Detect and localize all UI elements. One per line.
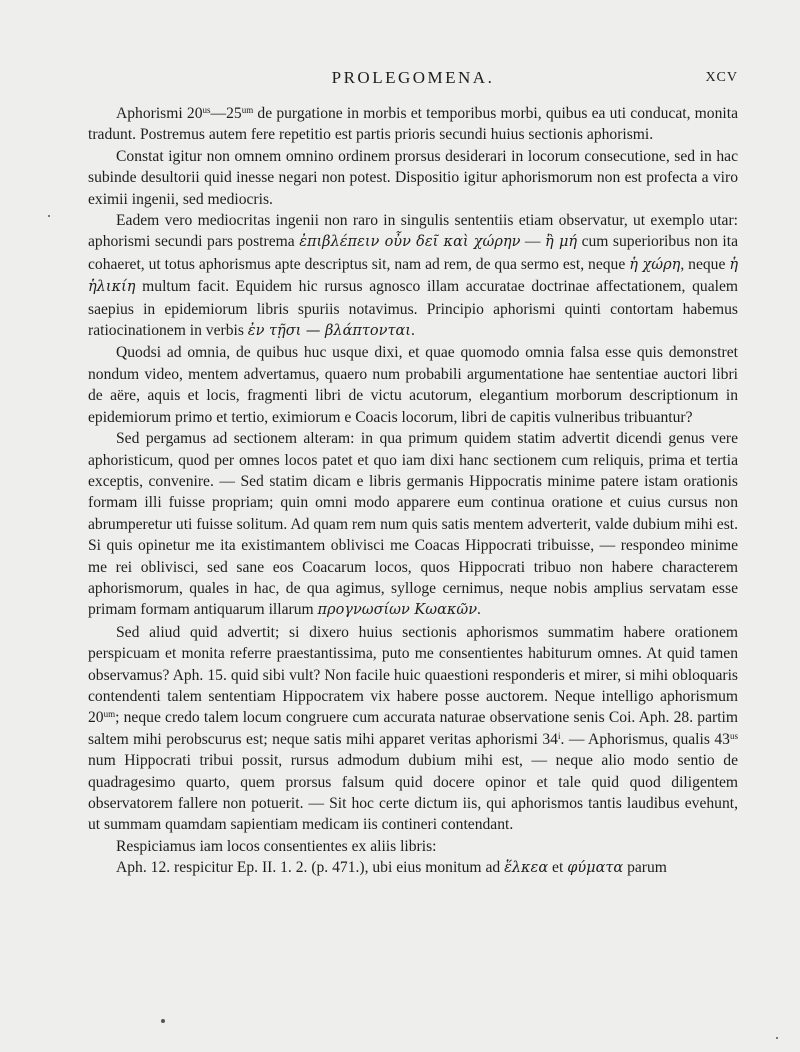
greek-phrase: ἐπιβλέπειν οὖν δεῖ καὶ χώρην — [299, 234, 521, 251]
paragraph — [88, 622, 738, 836]
superscript: um — [241, 105, 254, 115]
greek-phrase: ἐν τῇσι — βλάπτονται — [247, 323, 411, 340]
greek-phrase: ἡ ἡλικίη — [88, 256, 738, 296]
superscript: us — [202, 105, 211, 115]
text-run: . — Aphorismus, qualis 43 — [560, 730, 730, 748]
body-text — [88, 103, 738, 880]
greek-phrase: ἡ χώρη — [629, 256, 681, 273]
paragraph — [88, 210, 738, 342]
text-run: Aph. 12. respicitur Ep. II. 1. 2. (p. 471.), ubi eius monitum ad — [116, 859, 505, 877]
text-run: Respiciamus iam locos consentientes ex aliis libris: — [116, 837, 437, 855]
text-run: , neque — [680, 255, 730, 273]
text-run: Eadem vero mediocritas ingenii non raro in singulis sententiis etiam observatur, ut exemplo utar: aphorismi secundi pars postrema — [88, 212, 738, 251]
paragraph — [88, 342, 738, 428]
paragraph — [88, 146, 738, 210]
text-run: ; neque credo talem locum congruere cum accurata naturae observatione senis Coi. Aph. 28. partim saltem mihi perobscurus est; neque satis mihi apparet veritas aphorismi 34 — [88, 709, 738, 748]
superscript: us — [729, 730, 738, 741]
text-run: Sed aliud quid advertit; si dixero huius sectionis aphorismos summatim habere orationem perspicuam et monita referre praestantissima, puto me consentientes habiturum omnes. At quid tamen observamus? Aph. 15. quid sibi vult? Non facile huic quaestioni responderis et mirer, si mihi obloquaris contendenti talem sententiam Hippocratem vix habere posse auctorem. Neque intelligo aphorismum 20 — [88, 623, 738, 727]
page-title: PROLEGOMENA. — [331, 68, 495, 87]
text-run: num Hippocrati tribui possit, rursus admodum dubium mihi est, — neque alio modo sentio de quadragesimo quarto, quem prorsus falsum quid docere opinor et tale quid quod diligentem observatorem fallere non potuerit. — Sit hoc certe dictum iis, qui aphorismos tantis laudibus evehunt, ut summam quamdam sapientiam medicam iis contineri contendant. — [88, 752, 738, 834]
text-run: multum facit. Equidem hic rursus agnosco illam accuratae doctrinae affectationem, qualem saepius in epidemiorum libris spuriis notavimus. Principio aphorismi quinti contortam habemus ratiocinationem in verbis — [88, 278, 738, 340]
text-run: cum superioribus non ita cohaeret, ut totus aphorismus apte descriptus sit, nam ad rem, de qua sermo est, neque — [88, 233, 739, 273]
text-run: Quodsi ad omnia, de quibus huc usque dixi, et quae quomodo omnia falsa esse quis demonstret nondum video, mentem advertamus, quaero num probabili argumentatione hae sententiae auctori libri de aëre, aquis et locis, fragmenti libri de victu acutorum, elegantium morborum descriptionum in epidemiorum primo et tertio, eximiorum e Coacis locorum, libri de capitis vulneribus tribuantur? — [88, 344, 738, 426]
print-speck — [48, 215, 50, 217]
text-run: —25 — [210, 105, 242, 122]
paragraph — [88, 103, 738, 146]
paragraph — [88, 857, 738, 879]
greek-phrase: προγνωσίων Κωακῶν — [317, 602, 478, 619]
paragraph — [88, 428, 738, 622]
greek-phrase: ἕλκεα — [504, 860, 549, 877]
text-run: . — [477, 601, 481, 619]
page-number: XCV — [705, 70, 738, 85]
text-run: . — [410, 322, 415, 340]
print-speck — [776, 1037, 778, 1039]
text-run: parum — [623, 859, 667, 877]
text-run: de purgatione in morbis et temporibus morbi, quibus ea uti conducat, monita tradunt. Postremus autem fere repetitio est partis prioris secundi huius sectionis aphorismi. — [88, 105, 738, 144]
superscript: i — [557, 730, 561, 741]
greek-phrase: ἢ μή — [545, 234, 578, 251]
running-header — [88, 68, 738, 90]
print-speck — [161, 1019, 165, 1023]
text-run: et — [548, 859, 568, 877]
paragraph — [88, 836, 738, 857]
text-run: Constat igitur non omnem omnino ordinem prorsus desiderari in locorum consecutione, sed in hac subinde desultorii quid inesse negari non potest. Dispositio igitur aphorismorum non est profecta a viro eximii ingenii, sed mediocris. — [88, 147, 738, 208]
text-run: Aphorismi 20 — [116, 105, 203, 122]
greek-phrase: φύματα — [567, 860, 624, 877]
text-run: Sed pergamus ad sectionem alteram: in qua primum quidem statim advertit dicendi genus vere aphoristicum, quod per omnes locos patet et quo iam dixi hanc sectionem cum reliquis, prima et tertia exceptis, convenire. — Sed statim dicam e libris germanis Hippocratis minime patere istam orationis formam illi fuisse propriam; quin omni modo apparere eum continua oratione et cuius cursus non abrumperetur uti fuisse solitum. Ad quam rem num quis satis mentem adverterit, valde dubium mihi est. Si quis opinetur me ita existimantem oblivisci me Coacas Hippocrati tribuisse, — respondeo minime me rei oblivisci, sed sane eos Coacarum locos, quos Hippocrati tribuo non habere characterem aphorismorum, quales in hac, de qua agimus, sylloge cernimus, neque nobis amplius servatam esse primam formam antiquarum illarum — [88, 430, 738, 619]
superscript: um — [103, 709, 116, 720]
text-run: — — [520, 233, 546, 251]
